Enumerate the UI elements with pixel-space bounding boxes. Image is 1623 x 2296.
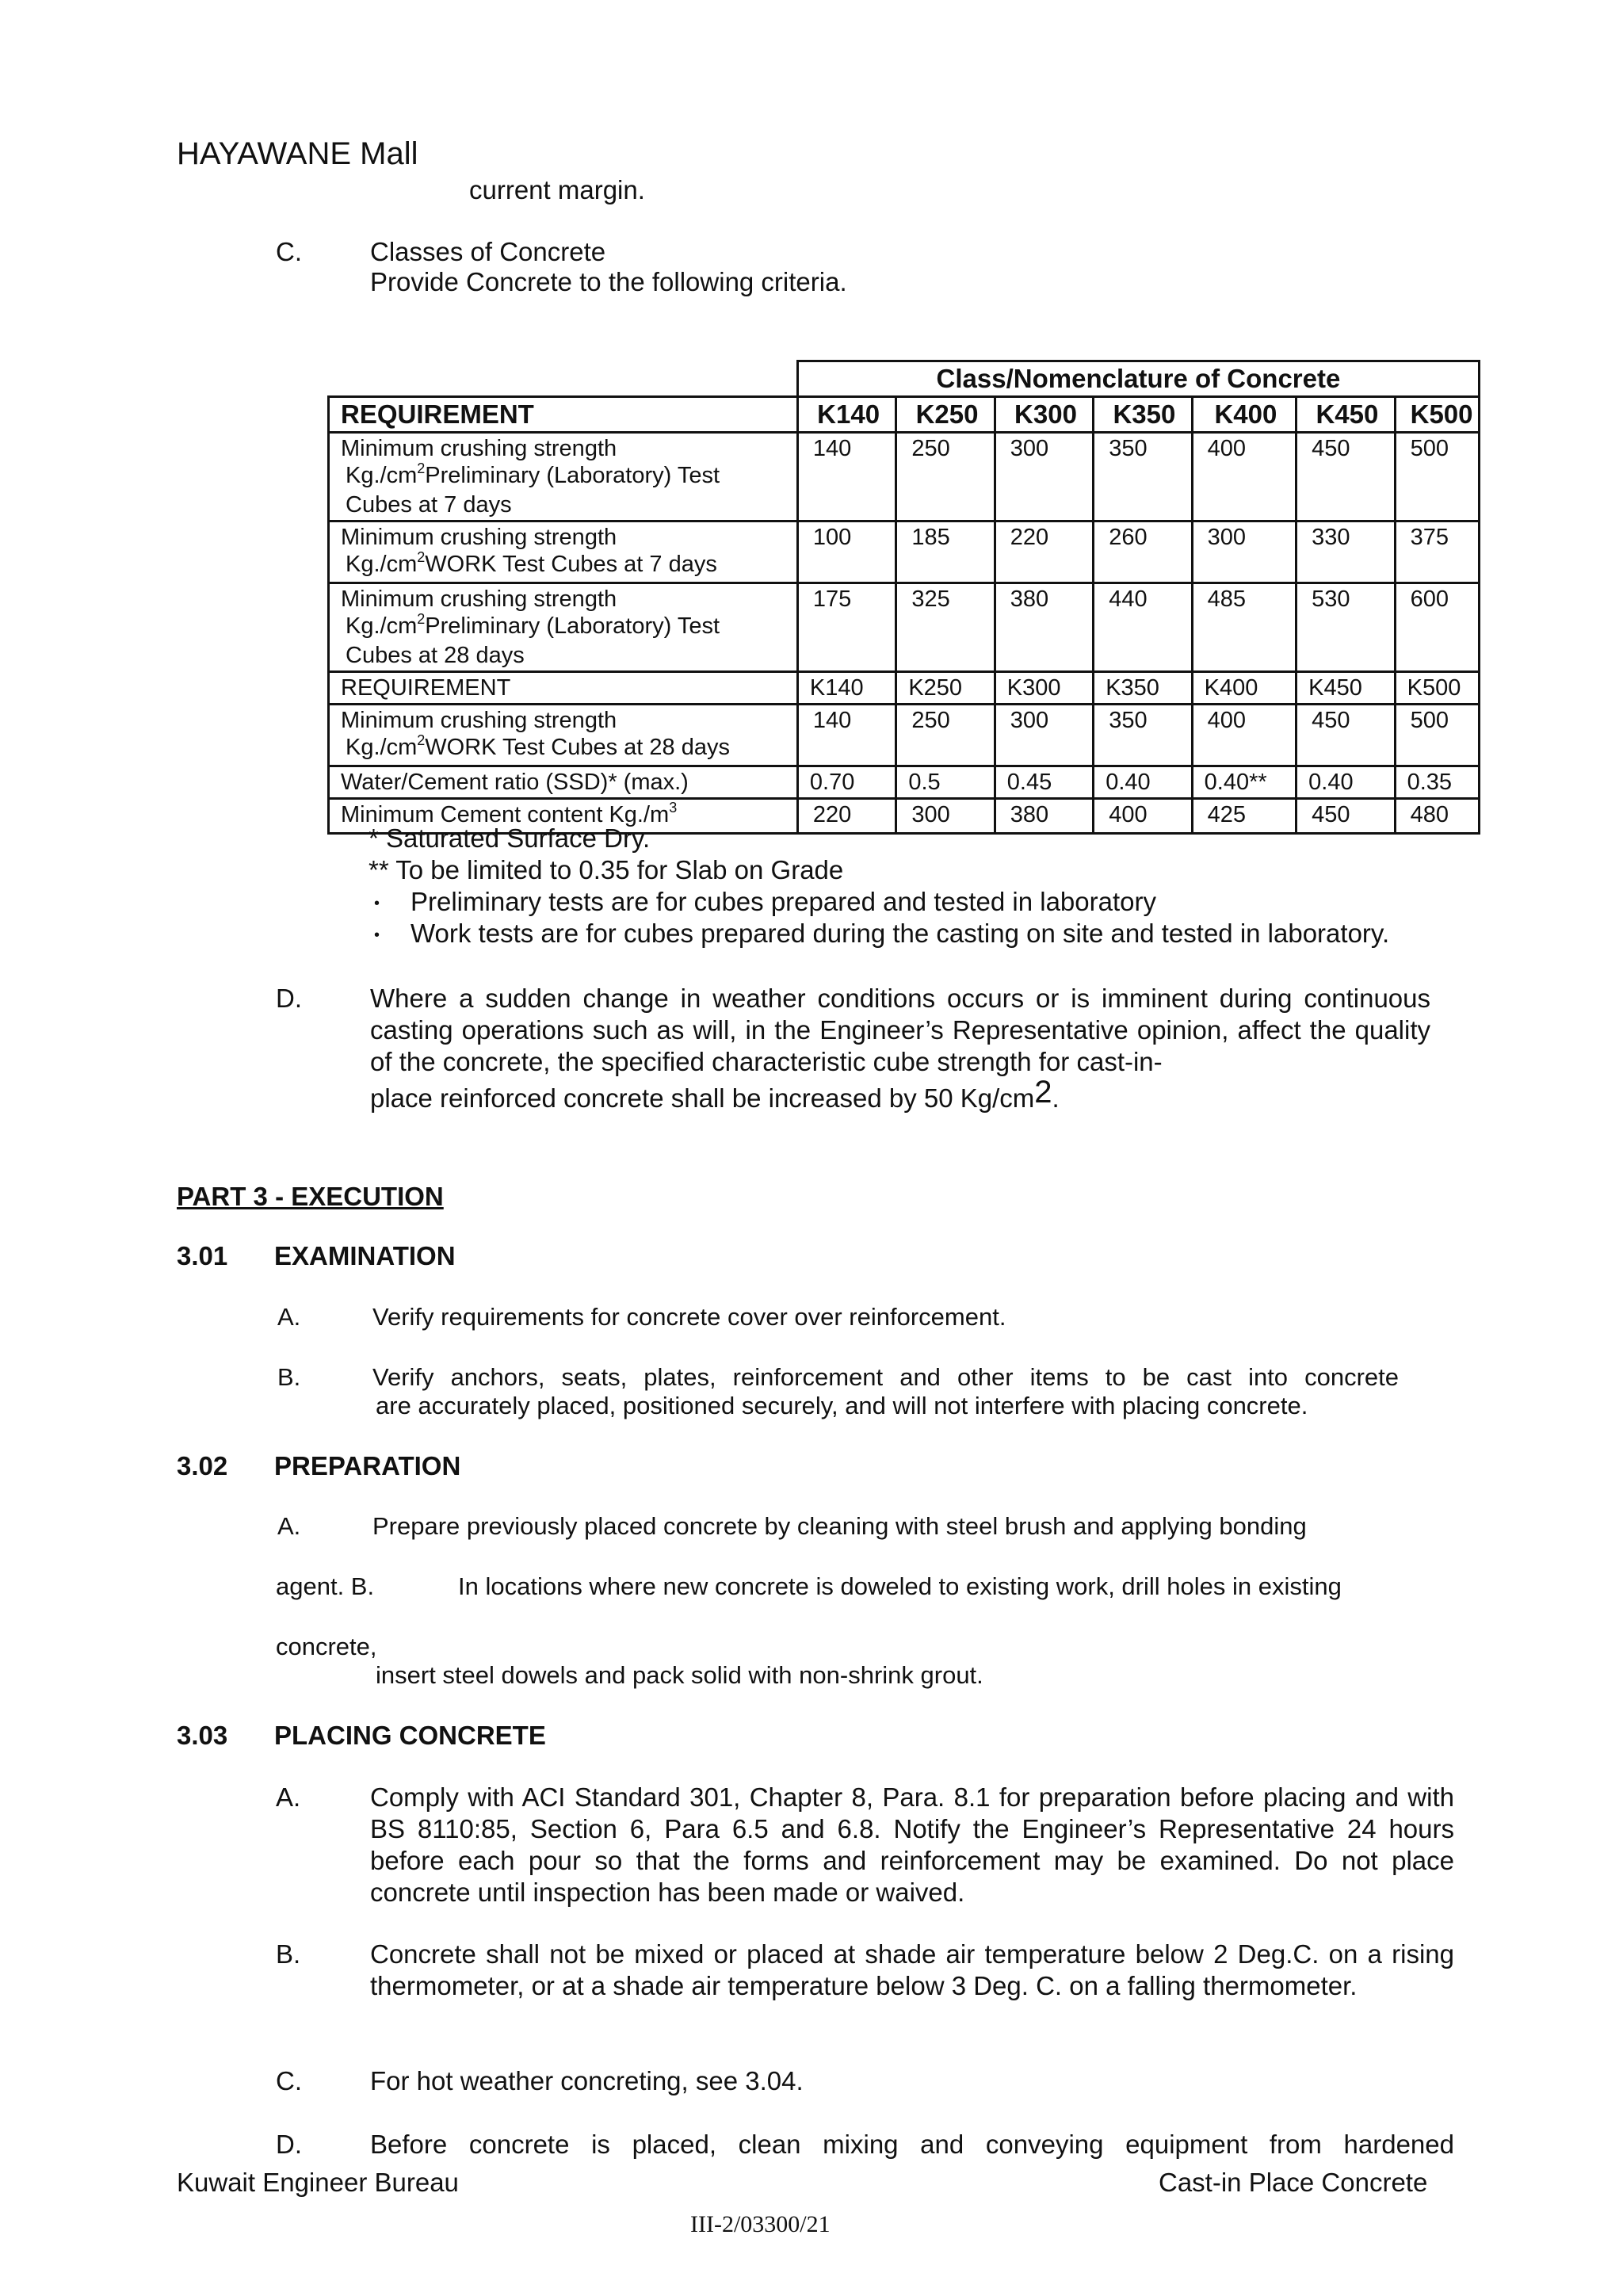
section-303-number: 3.03	[177, 1721, 228, 1750]
value-cell: 440	[1094, 583, 1192, 672]
value-cell: 260	[1094, 521, 1192, 583]
footer-right: Cast-in Place Concrete	[1159, 2168, 1428, 2197]
value-cell: 600	[1395, 583, 1479, 672]
value-cell: K400	[1192, 672, 1296, 705]
page-number: III-2/03300/21	[690, 2211, 831, 2237]
requirement-cell: Minimum crushing strength $Kg./cm^2Preliminary$ (Laboratory) Test Cubes at 7 days	[329, 433, 798, 521]
value-cell: K350	[1094, 672, 1192, 705]
section-d-last-line: place reinforced concrete shall be increased by 50 Kg/cm2.	[370, 1075, 1060, 1113]
section-c-title: Classes of Concrete	[370, 237, 606, 266]
value-cell: 0.40	[1094, 766, 1192, 799]
s301-b-text-line1: Verify anchors, seats, plates, reinforcement and other items to be cast into concrete	[372, 1363, 1399, 1391]
table-header-cell: K300	[995, 397, 1093, 433]
s303-c-text: For hot weather concreting, see 3.04.	[370, 2066, 804, 2095]
continuation-text: current margin.	[469, 175, 645, 204]
s303-a-text: Comply with ACI Standard 301, Chapter 8, Para. 8.1 for preparation before placing and with BS 8110:85, Section 6, Para 6.5 and 6.8. Notify the Engineer’s Representative 24 hours before each pour so that the forms and reinforcement may be examined. Do not place concrete until inspection has been made or waived.	[370, 1782, 1454, 1907]
table-row	[329, 583, 1480, 672]
note-slab: ** To be limited to 0.35 for Slab on Grade	[369, 855, 844, 884]
value-cell: 220	[995, 521, 1093, 583]
value-cell: 220	[797, 799, 896, 834]
requirement-cell: Water/Cement ratio (SSD)* (max.)	[329, 766, 798, 799]
section-d-text: Where a sudden change in weather conditions occurs or is imminent during continuous casting operations such as will, in the Engineer’s Representative opinion, affect the quality of the concrete, the specified characteristic cube strength for cast-in-	[370, 984, 1430, 1076]
section-303-title: PLACING CONCRETE	[274, 1721, 546, 1750]
table-row	[329, 672, 1480, 705]
section-302-number: 3.02	[177, 1451, 228, 1480]
value-cell: K450	[1296, 672, 1395, 705]
value-cell: 380	[995, 583, 1093, 672]
note-work: • Work tests are for cubes prepared during the casting on site and tested in laboratory.	[374, 918, 1389, 951]
value-cell: 400	[1192, 705, 1296, 766]
value-cell: 400	[1094, 799, 1192, 834]
value-cell: 0.40**	[1192, 766, 1296, 799]
requirement-cell: Minimum crushing strength $Kg./cm^2WORK$ Test Cubes at 7 days	[329, 521, 798, 583]
value-cell: 500	[1395, 433, 1479, 521]
value-cell: K500	[1395, 672, 1479, 705]
value-cell: K300	[995, 672, 1093, 705]
table-header-cell: K450	[1296, 397, 1395, 433]
s302-b-continuation: concrete,	[276, 1633, 377, 1660]
value-cell: 175	[797, 583, 896, 672]
table-header-cell: K500	[1395, 397, 1479, 433]
value-cell: 480	[1395, 799, 1479, 834]
s303-c-letter: C.	[276, 2066, 302, 2095]
concrete-class-table	[327, 360, 1480, 835]
s303-d-letter: D.	[276, 2130, 302, 2159]
value-cell: 330	[1296, 521, 1395, 583]
bullet-icon: •	[374, 895, 380, 913]
value-cell: K250	[896, 672, 995, 705]
s303-b-text: Concrete shall not be mixed or placed at shade air temperature below 2 Deg.C. on a rising thermometer, or at a shade air temperature below 3 Deg. C. on a falling thermometer.	[370, 1939, 1454, 2000]
s302-a-letter: A.	[277, 1512, 301, 1540]
s303-b-letter: B.	[276, 1939, 301, 1969]
value-cell: 0.40	[1296, 766, 1395, 799]
value-cell: 325	[896, 583, 995, 672]
value-cell: 0.35	[1395, 766, 1479, 799]
s303-d-text: Before concrete is placed, clean mixing and conveying equipment from hardened	[370, 2130, 1454, 2159]
value-cell: 450	[1296, 433, 1395, 521]
requirement-cell: REQUIREMENT	[329, 672, 798, 705]
s301-a-letter: A.	[277, 1303, 301, 1331]
value-cell: 100	[797, 521, 896, 583]
value-cell: 350	[1094, 705, 1192, 766]
requirement-cell: Minimum Cement content $Kg./m^3$	[329, 799, 798, 834]
section-301-title: EXAMINATION	[274, 1241, 456, 1270]
s303-a-letter: A.	[276, 1782, 301, 1812]
value-cell: 350	[1094, 433, 1192, 521]
value-cell: 0.5	[896, 766, 995, 799]
part3-heading: PART 3 - EXECUTION	[177, 1182, 444, 1211]
value-cell: 0.45	[995, 766, 1093, 799]
section-c-letter: C.	[276, 237, 302, 266]
value-cell: 140	[797, 705, 896, 766]
document-header: HAYAWANE Mall	[177, 136, 418, 171]
table-header-cell: K250	[896, 397, 995, 433]
table-header-cell: K140	[797, 397, 896, 433]
s301-b-text-line2: are accurately placed, positioned securely, and will not interfere with placing concrete.	[376, 1392, 1308, 1419]
table-row	[329, 521, 1480, 583]
value-cell: 300	[995, 433, 1093, 521]
requirement-cell: Minimum crushing strength $Kg./cm^2Preliminary$ (Laboratory) Test Cubes at 28 days	[329, 583, 798, 672]
value-cell: 185	[896, 521, 995, 583]
table-header-row	[329, 397, 1480, 433]
table-header-cell: REQUIREMENT	[329, 397, 798, 433]
value-cell: 140	[797, 433, 896, 521]
value-cell: 400	[1192, 433, 1296, 521]
s302-a-text: Prepare previously placed concrete by cleaning with steel brush and applying bonding	[372, 1512, 1307, 1540]
value-cell: 450	[1296, 799, 1395, 834]
value-cell: 485	[1192, 583, 1296, 672]
note-preliminary: • Preliminary tests are for cubes prepared and tested in laboratory	[374, 886, 1156, 919]
value-cell: 500	[1395, 705, 1479, 766]
section-302-title: PREPARATION	[274, 1451, 461, 1480]
value-cell: 250	[896, 433, 995, 521]
section-d-letter: D.	[276, 984, 302, 1013]
value-cell: 250	[896, 705, 995, 766]
value-cell: 300	[995, 705, 1093, 766]
table-row	[329, 766, 1480, 799]
s301-a-text: Verify requirements for concrete cover over reinforcement.	[372, 1303, 1006, 1331]
table-row	[329, 433, 1480, 521]
section-c-subtitle: Provide Concrete to the following criteria.	[370, 267, 847, 296]
value-cell: 0.70	[797, 766, 896, 799]
table-row	[329, 705, 1480, 766]
value-cell: 450	[1296, 705, 1395, 766]
s302-a-continuation: agent. B.	[276, 1572, 375, 1600]
table-caption: Class/Nomenclature of Concrete	[797, 361, 1479, 397]
value-cell: 375	[1395, 521, 1479, 583]
value-cell: 530	[1296, 583, 1395, 672]
table-header-cell: K350	[1094, 397, 1192, 433]
requirement-cell: Minimum crushing strength $Kg./cm^2WORK$ Test Cubes at 28 days	[329, 705, 798, 766]
value-cell: 300	[1192, 521, 1296, 583]
section-301-number: 3.01	[177, 1241, 228, 1270]
value-cell: 380	[995, 799, 1093, 834]
footer-left: Kuwait Engineer Bureau	[177, 2168, 459, 2197]
s302-b-last-line: insert steel dowels and pack solid with non-shrink grout.	[376, 1661, 983, 1689]
table-header-cell: K400	[1192, 397, 1296, 433]
table-caption-row	[329, 361, 1480, 397]
note-ssd: * Saturated Surface Dry.	[369, 823, 651, 853]
s302-b-text: In locations where new concrete is doweled to existing work, drill holes in existing	[458, 1572, 1342, 1600]
s301-b-letter: B.	[277, 1363, 301, 1391]
value-cell: 300	[896, 799, 995, 834]
bullet-icon: •	[374, 926, 380, 945]
value-cell: K140	[797, 672, 896, 705]
value-cell: 425	[1192, 799, 1296, 834]
